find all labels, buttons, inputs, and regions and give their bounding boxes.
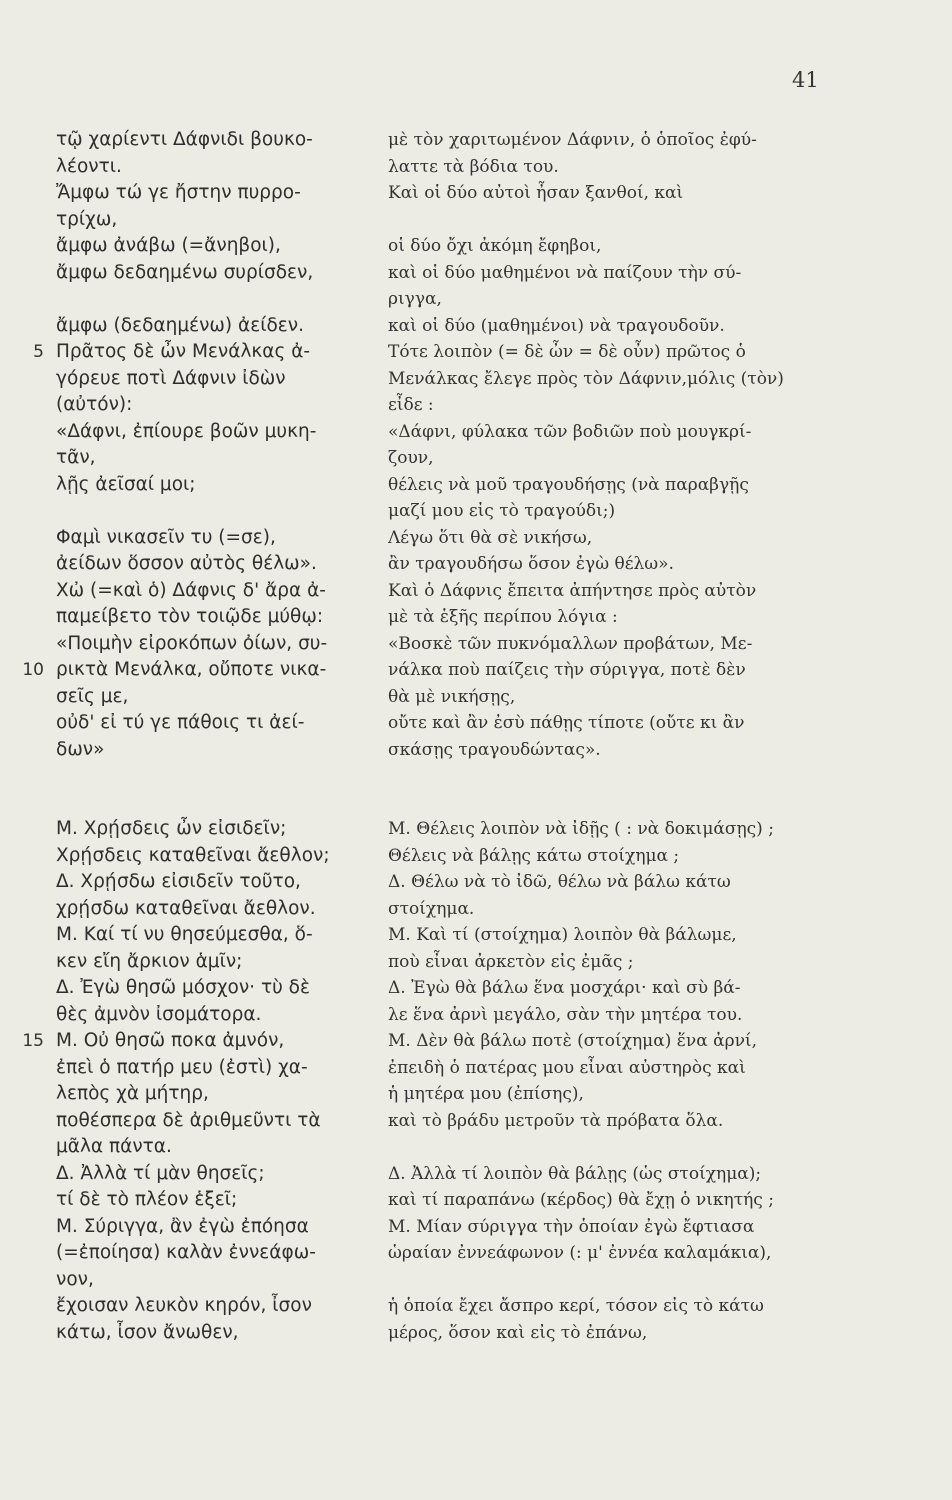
text-line: Τότε λοιπὸν (= δὲ ὦν = δὲ οὖν) πρῶτος ὁ [388,342,746,362]
text-line: γόρευε ποτὶ Δάφνιν ἰδὼν [56,367,286,389]
text-line: μᾶλα πάντα. [56,1136,172,1157]
text-line: οἱ δύο ὄχι ἀκόμη ἔφηβοι, [388,236,602,256]
text-line: Χὠ (=καὶ ὁ) Δάφνις δ' ἄρα ἀ- [56,579,326,601]
ancient-greek-column [22,127,376,1346]
text-line: λῇς ἀεῖσαί μοι; [56,473,196,495]
text-line: Δ. Θέλω νὰ τὸ ἰδῶ, θέλω νὰ βάλω κάτω [388,872,731,892]
text-line: κάτω, ἶσον ἄνωθεν, [56,1321,239,1343]
text-line: λεπὸς χὰ μήτηρ, [56,1083,209,1104]
spacer [388,763,828,816]
text-line: μέρος, ὅσον καὶ εἰς τὸ ἐπάνω, [388,1322,648,1343]
text-line: ἡ μητέρα μου (ἐπίσης), [388,1084,584,1104]
text-line: λε ἕνα ἀρνὶ μεγάλο, σὰν τὴν μητέρα του. [388,1004,743,1025]
text-line: μὲ τὰ ἑξῆς περίπου λόγια : [388,607,618,627]
text-line: Χρῄσδεις καταθεῖναι ἄεθλον; [56,844,330,866]
text-line: λαττε τὰ βόδια του. [388,156,559,177]
text-line: Μενάλκας ἔλεγε πρὸς τὸν Δάφνιν,μόλις (τὸν) [388,368,784,389]
text-line: στοίχημα. [388,898,475,919]
text-line: Καὶ ὁ Δάφνις ἔπειτα ἀπήντησε πρὸς αὐτὸν [388,580,757,601]
text-line: Λέγω ὅτι θὰ σὲ νικήσω, [388,527,593,548]
text-line: ἂν τραγουδήσω ὅσον ἐγὼ θέλω». [388,554,674,574]
text-line: κεν εἴη ἄρκιον ἁμῖν; [56,950,243,972]
spacer [388,207,828,234]
text-line: τρίχω, [56,208,118,230]
text-line: Ἄμφω τώ γε ἤστην πυρρο- [56,182,301,203]
text-line [33,339,376,366]
text-line: Μ. Θέλεις λοιπὸν νὰ ἰδῇς ( : νὰ δοκιμάσῃς) ; [388,819,774,839]
text-line: καὶ τὸ βράδυ μετροῦν τὰ πρόβατα ὅλα. [388,1110,724,1131]
text-line: καὶ οἱ δύο μαθημένοι νὰ παίζουν τὴν σύ- [388,262,742,283]
text-line-content: Πρᾶτος δὲ ὦν Μενάλκας ἀ- [56,341,311,362]
text-line: τῷ χαρίεντι Δάφνιδι βουκο- [56,129,313,150]
text-line: Μ. Σύριγγα, ἂν ἐγὼ ἐπόησα [56,1215,309,1237]
text-line: ἐπεὶ ὁ πατήρ μευ (ἐστὶ) χα- [56,1056,308,1078]
spacer [56,763,376,816]
line-number: 15 [22,1031,44,1051]
text-line: εἶδε : [388,395,434,415]
text-line: σκάσῃς τραγουδώντας». [388,739,601,760]
text-line: (=ἐποίησα) καλὰν ἐννεάφω- [56,1242,316,1263]
text-line: «Βοσκὲ τῶν πυκνόμαλλων προβάτων, Με- [388,633,753,654]
text-line: Δ. Χρῄσδω εἰσιδεῖν τοῦτο, [56,871,301,892]
text-line: σεῖς με, [56,685,129,707]
text-line: ποθέσπερα δὲ ἀριθμεῦντι τὰ [56,1109,321,1131]
text-line [22,657,376,684]
text-line: Μ. Καὶ τί (στοίχημα) λοιπὸν θὰ βάλωμε, [388,925,737,945]
text-line: «Δάφνι, ἐπίουρε βοῶν μυκη- [56,420,317,442]
text-line: Καὶ οἱ δύο αὐτοὶ ἦσαν ξανθοί, καὶ [388,183,684,203]
text-line: ἄμφω (δεδαημένω) ἀείδεν. [56,314,304,336]
text-line: ἄμφω ἀνάβω (=ἄνηβοι), [56,235,281,256]
text-line: Μ. Μίαν σύριγγα τὴν ὁποίαν ἐγὼ ἔφτιασα [388,1216,755,1237]
text-line: θὰ μὲ νικήσῃς, [388,686,516,707]
text-line: θέλεις νὰ μοῦ τραγουδήσῃς (νὰ παραβγῇς [388,474,749,495]
text-line: Δ. Ἐγὼ θὰ βάλω ἕνα μοσχάρι· καὶ σὺ βά- [388,978,741,998]
text-line: (αὐτόν): [56,394,133,415]
text-line: ἄμφω δεδαημένω συρίσδεν, [56,261,314,283]
text-line-content: ρικτὰ Μενάλκα, οὔποτε νικα- [56,659,327,680]
page-number: 41 [792,68,819,92]
text-line: τᾶν, [56,447,96,468]
text-line: θὲς ἀμνὸν ἰσομάτορα. [56,1003,262,1025]
text-line: νάλκα ποὺ παίζεις τὴν σύριγγα, ποτὲ δὲν [388,660,746,680]
text-line: νον, [56,1268,94,1290]
text-line: μὲ τὸν χαριτωμένον Δάφνιν, ὁ ὁποῖος ἐφύ- [388,130,757,150]
text-line: τί δὲ τὸ πλέον ἑξεῖ; [56,1189,238,1210]
text-line: δων» [56,738,105,760]
text-line: «Ποιμὴν εἰροκόπων ὀίων, συ- [56,632,328,654]
text-line: μαζί μου εἰς τὸ τραγούδι;) [388,501,616,521]
spacer [56,498,376,525]
text-line: «Δάφνι, φύλακα τῶν βοδιῶν ποὺ μουγκρί- [388,421,752,442]
text-line [22,1028,376,1055]
text-line: ἡ ὁποία ἔχει ἄσπρο κερί, τόσον εἰς τὸ κάτω [388,1296,764,1316]
spacer [388,1267,828,1294]
text-line: Θέλεις νὰ βάλῃς κάτω στοίχημα ; [388,845,680,866]
spacer [56,286,376,313]
text-line: Δ. Ἀλλὰ τί μὰν θησεῖς; [56,1162,265,1184]
text-line: ζουν, [388,448,434,468]
line-number: 10 [22,660,44,680]
text-line: Μ. Καί τί νυ θησεύμεσθα, ὅ- [56,924,313,945]
text-line: χρῄσδω καταθεῖναι ἄεθλον. [56,897,316,919]
text-line: καὶ οἱ δύο (μαθημένοι) νὰ τραγουδοῦν. [388,315,725,336]
text-line: Δ. Ἀλλὰ τί λοιπὸν θὰ βάλῃς (ὡς στοίχημα); [388,1163,762,1184]
text-line: ριγγα, [388,289,442,309]
text-line: Φαμὶ νικασεῖν τυ (=σε), [56,526,276,548]
spacer [388,1134,828,1161]
text-line: οὔτε καὶ ἂν ἐσὺ πάθῃς τίποτε (οὔτε κι ἂν [388,713,745,733]
text-line: ὡραίαν ἐννεάφωνον (: μ' ἐννέα καλαμάκια), [388,1243,772,1263]
text-line: ἔχοισαν λευκὸν κηρόν, ἶσον [56,1295,312,1316]
text-line: λέοντι. [56,155,122,177]
text-line: Μ. Δὲν θὰ βάλω ποτὲ (στοίχημα) ἕνα ἀρνί, [388,1031,757,1051]
modern-greek-translation-column [388,127,828,1346]
text-line: Μ. Χρῄσδεις ὦν εἰσιδεῖν; [56,818,287,839]
text-line: οὐδ' εἰ τύ γε πάθοις τι ἀεί- [56,712,305,733]
text-line: ἐπειδὴ ὁ πατέρας μου εἶναι αὐστηρὸς καὶ [388,1057,746,1078]
text-line: ἀείδων ὅσσον αὐτὸς θέλω». [56,553,317,574]
text-line: ποὺ εἶναι ἀρκετὸν εἰς ἐμᾶς ; [388,951,634,972]
line-number: 5 [33,342,44,362]
text-line: παμείβετο τὸν τοιῷδε μύθῳ: [56,606,324,627]
text-line-content: Μ. Οὐ θησῶ ποκα ἀμνόν, [56,1030,285,1051]
text-line: Δ. Ἐγὼ θησῶ μόσχον· τὺ δὲ [56,977,310,998]
text-line: καὶ τί παραπάνω (κέρδος) θὰ ἔχῃ ὁ νικητής ; [388,1190,774,1210]
